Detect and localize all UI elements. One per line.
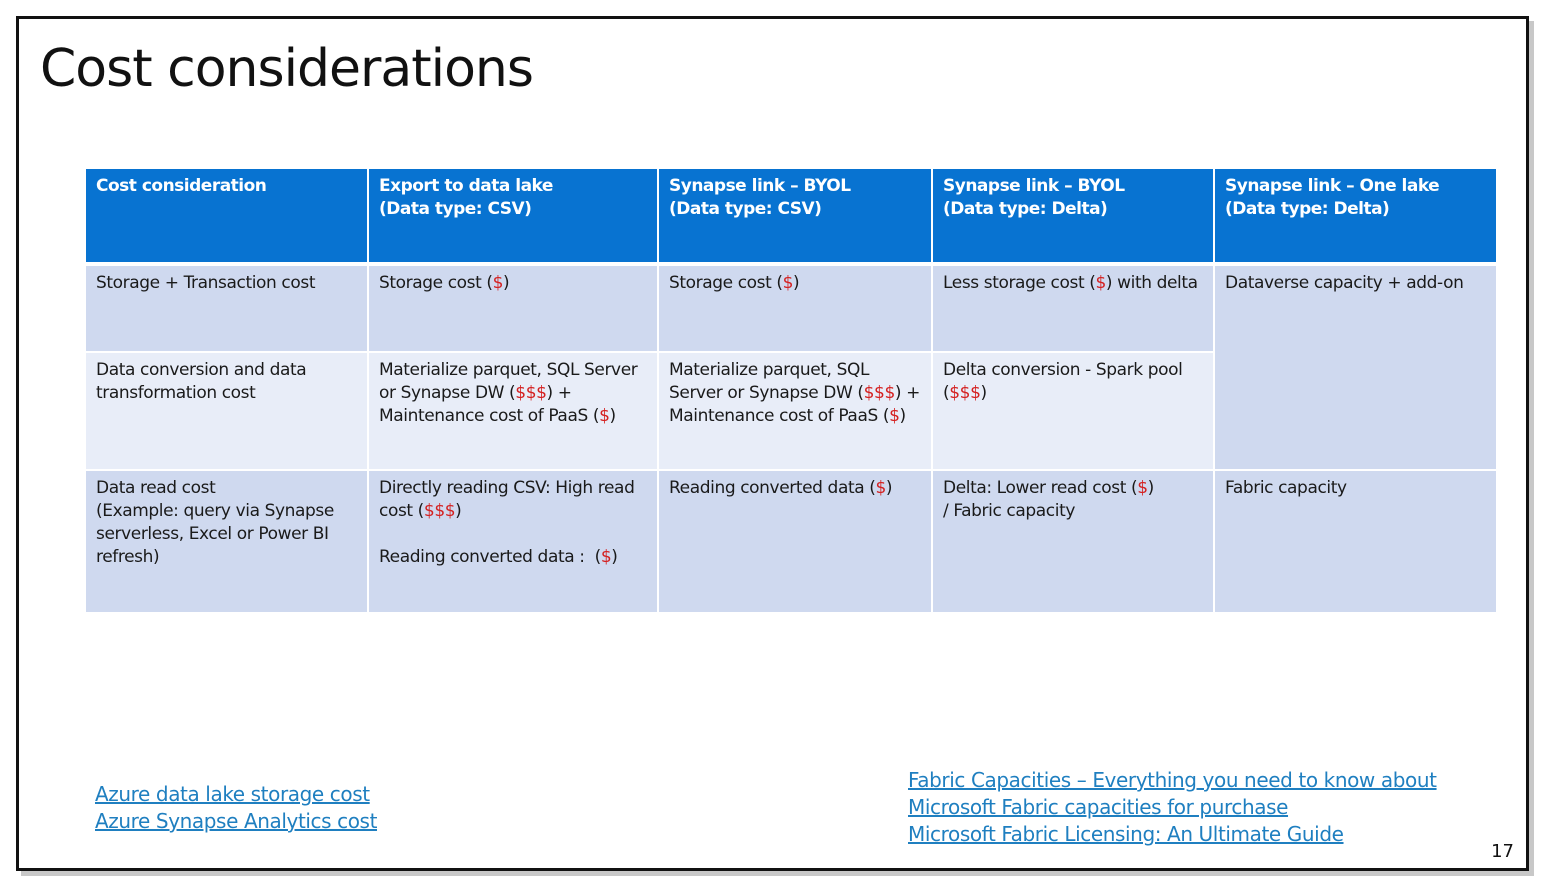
table-cell xyxy=(86,352,368,470)
cell-text: Materialize parquet, SQL xyxy=(669,360,870,380)
cost-marker: $ xyxy=(889,406,900,426)
cell-text: refresh) xyxy=(96,547,160,567)
slide-title: Cost considerations xyxy=(40,39,533,99)
cell-text: ) xyxy=(609,406,616,426)
header-line: Export to data lake xyxy=(379,176,553,196)
cell-text: Server or Synapse DW ( xyxy=(669,383,864,403)
link-azure-synapse-analytics-cost[interactable]: Azure Synapse Analytics cost xyxy=(95,809,378,833)
table-cell xyxy=(658,352,932,470)
cell-text: serverless, Excel or Power BI xyxy=(96,524,329,544)
header-line: (Data type: Delta) xyxy=(943,199,1108,219)
cell-text: ) xyxy=(455,501,462,521)
cost-marker: $ xyxy=(600,547,612,567)
cost-table xyxy=(86,169,1496,612)
cell-text: Storage cost ( xyxy=(669,273,783,293)
cost-marker: $$$ xyxy=(949,383,981,403)
cell-text: / Fabric capacity xyxy=(943,501,1075,521)
table-cell xyxy=(658,470,932,612)
cost-marker: $$$ xyxy=(423,501,456,521)
cell-text xyxy=(379,500,647,523)
header-synapse-byol-delta xyxy=(932,169,1214,264)
table-cell xyxy=(1214,470,1496,612)
cell-text xyxy=(379,272,647,295)
cell-text: Less storage cost ( xyxy=(943,273,1096,293)
cell-text: ) xyxy=(885,478,893,498)
header-line: (Data type: CSV) xyxy=(669,199,822,219)
cell-text: or Synapse DW ( xyxy=(379,383,516,403)
cell-text: Reading converted data ( xyxy=(669,478,876,498)
cell-text: Data read cost xyxy=(96,478,216,498)
cell-text: Maintenance cost of PaaS ( xyxy=(379,406,600,426)
cell-text: Dataverse capacity + add-on xyxy=(1225,273,1464,293)
cell-text: ) xyxy=(611,547,618,567)
link-fabric-licensing-guide[interactable]: Microsoft Fabric Licensing: An Ultimate Guide xyxy=(908,822,1344,846)
table-cell xyxy=(932,264,1214,352)
cost-marker: $ xyxy=(492,273,504,293)
cell-text: ) + xyxy=(894,383,920,403)
cost-marker: $ xyxy=(875,478,886,498)
cell-text: Materialize parquet, SQL Server xyxy=(379,360,638,380)
table-header-row xyxy=(86,169,1496,264)
cell-text: ( xyxy=(943,383,950,403)
header-cost-consideration xyxy=(86,169,368,264)
table-cell xyxy=(86,264,368,352)
table-cell xyxy=(368,352,658,470)
cost-marker: $ xyxy=(1095,273,1106,293)
cell-text xyxy=(379,405,647,428)
page-number: 17 xyxy=(1491,841,1514,862)
cell-text: ) xyxy=(793,273,800,293)
table-row xyxy=(86,470,1496,612)
cell-text: ) + xyxy=(546,383,572,403)
cell-text xyxy=(943,477,1203,500)
header-line: Synapse link – BYOL xyxy=(669,176,851,196)
cell-text: ) xyxy=(1147,478,1154,498)
cell-text xyxy=(669,477,921,500)
cell-text xyxy=(379,546,647,569)
cell-text: ) with delta xyxy=(1105,273,1198,293)
cell-text: ) xyxy=(899,406,906,426)
cell-text: ) xyxy=(503,273,510,293)
cell-text: (Example: query via Synapse xyxy=(96,501,334,521)
table-cell xyxy=(932,470,1214,612)
cell-text: Fabric capacity xyxy=(1225,478,1347,498)
line-gap xyxy=(379,523,647,546)
header-line: (Data type: Delta) xyxy=(1225,199,1390,219)
link-fabric-capacities[interactable]: Fabric Capacities – Everything you need to know about xyxy=(908,768,1437,792)
cost-marker: $ xyxy=(1137,478,1148,498)
cost-marker: $$$ xyxy=(863,383,895,403)
cell-text: Directly reading CSV: High read xyxy=(379,478,635,498)
links-right xyxy=(908,767,1437,848)
cell-text: Delta conversion - Spark pool xyxy=(943,360,1183,380)
table-cell xyxy=(86,470,368,612)
header-line: Synapse link – BYOL xyxy=(943,176,1125,196)
cell-text: cost ( xyxy=(379,501,424,521)
cell-text xyxy=(669,405,921,428)
cell-text: Storage cost ( xyxy=(379,273,493,293)
header-synapse-byol-csv xyxy=(658,169,932,264)
cell-text xyxy=(669,272,921,295)
cell-text: Data conversion and data xyxy=(96,360,307,380)
table-cell xyxy=(368,470,658,612)
table-row xyxy=(86,264,1496,352)
cell-text: Storage + Transaction cost xyxy=(96,273,316,293)
link-fabric-capacities-purchase[interactable]: Microsoft Fabric capacities for purchase xyxy=(908,795,1289,819)
cell-text xyxy=(379,382,647,405)
header-line: Synapse link – One lake xyxy=(1225,176,1440,196)
header-synapse-one-lake xyxy=(1214,169,1496,264)
cell-text: Maintenance cost of PaaS ( xyxy=(669,406,890,426)
cell-text xyxy=(669,382,921,405)
table-cell xyxy=(658,264,932,352)
cell-text: Delta: Lower read cost ( xyxy=(943,478,1138,498)
cell-text xyxy=(943,382,1203,405)
header-line: Cost consideration xyxy=(96,176,267,196)
header-export-to-data-lake xyxy=(368,169,658,264)
link-azure-data-lake-storage-cost[interactable]: Azure data lake storage cost xyxy=(95,782,370,806)
cost-marker: $ xyxy=(599,406,610,426)
header-line: (Data type: CSV) xyxy=(379,199,532,219)
cell-text: ) xyxy=(980,383,987,403)
table-cell xyxy=(1214,264,1496,470)
cell-text xyxy=(943,272,1203,295)
cost-marker: $ xyxy=(782,273,794,293)
cell-text: Reading converted data : ( xyxy=(379,547,601,567)
links-left xyxy=(95,781,377,835)
table-cell xyxy=(368,264,658,352)
slide xyxy=(16,16,1529,871)
table-cell xyxy=(932,352,1214,470)
cost-marker: $$$ xyxy=(515,383,547,403)
cell-text: transformation cost xyxy=(96,383,256,403)
